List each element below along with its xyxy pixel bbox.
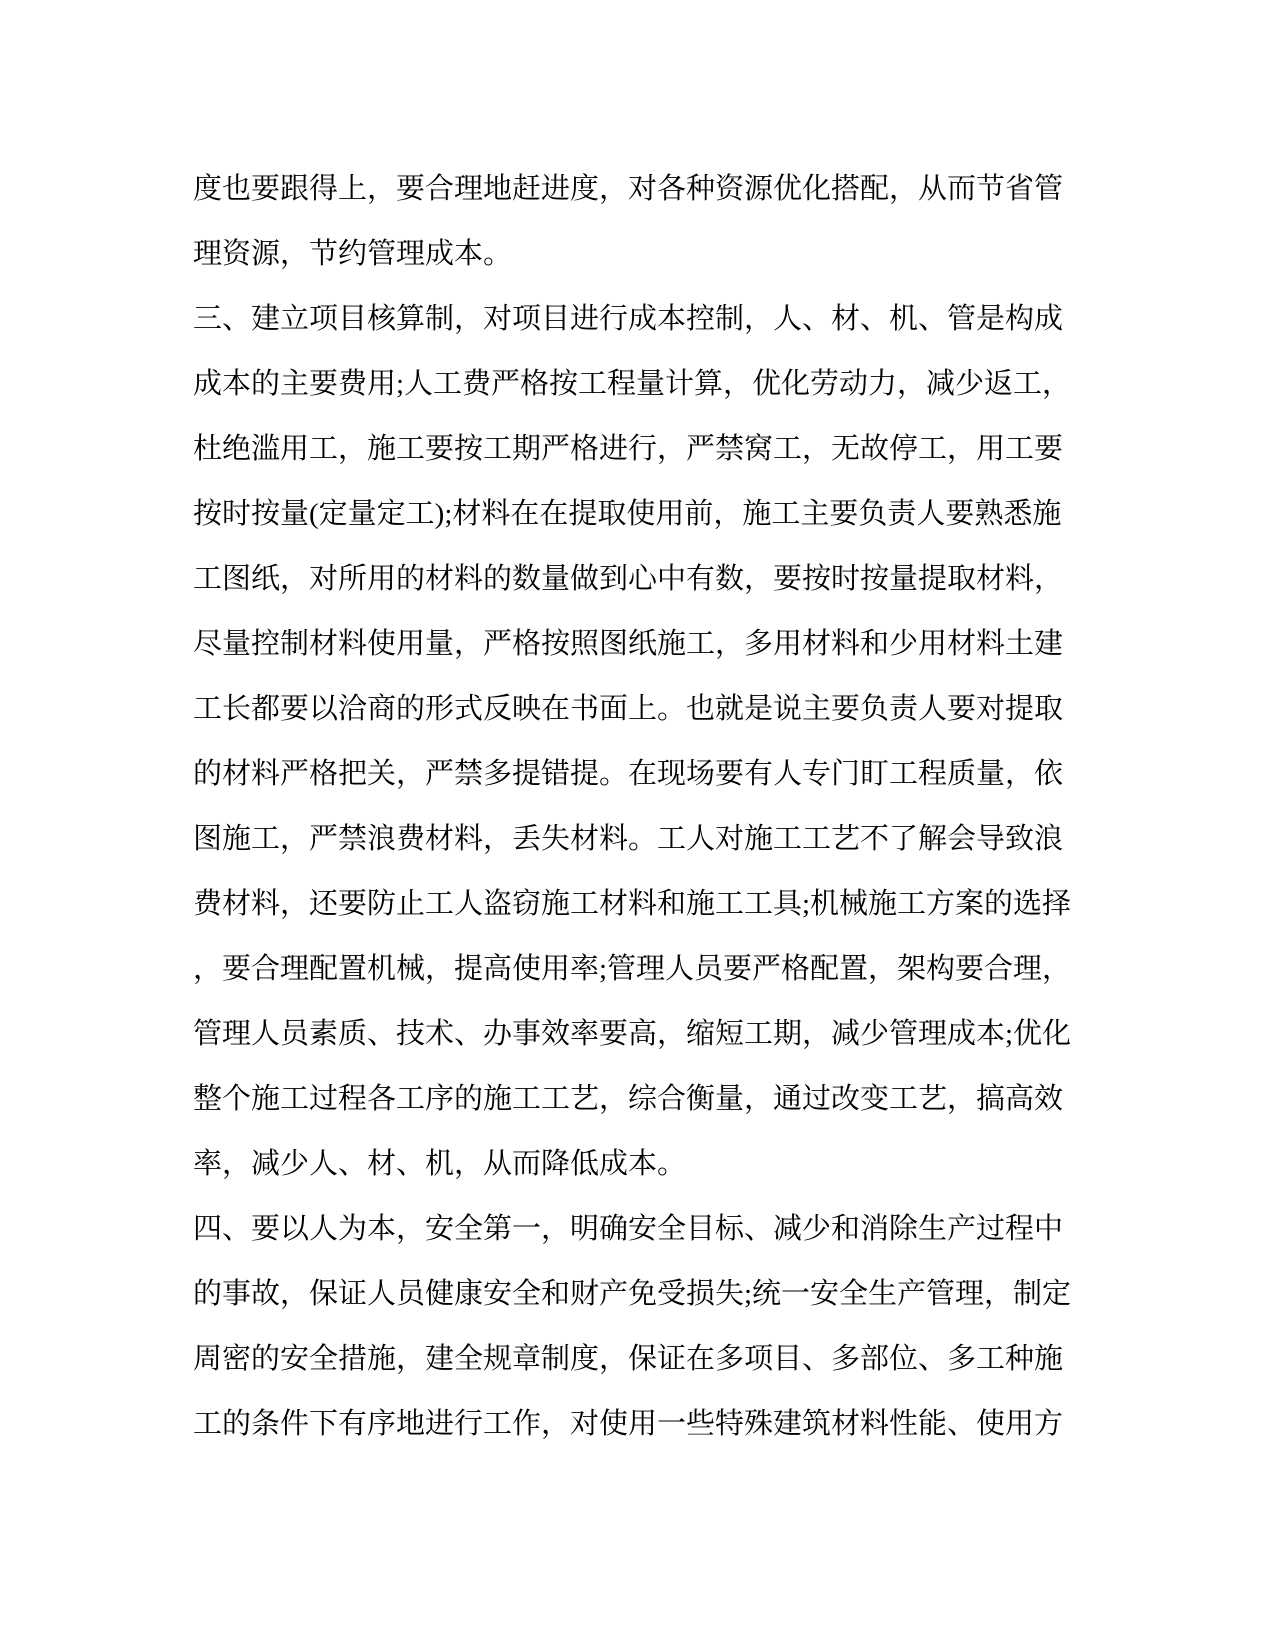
- text-line: 工长都要以洽商的形式反映在书面上。也就是说主要负责人要对提取: [193, 693, 1064, 725]
- text-line: 理资源，节约管理成本。: [193, 238, 513, 270]
- text-line: 周密的安全措施，建全规章制度，保证在多项目、多部位、多工种施: [193, 1343, 1064, 1375]
- text-line: 三、建立项目核算制，对项目进行成本控制，人、材、机、管是构成: [193, 303, 1064, 335]
- text-line: 费材料，还要防止工人盗窃施工材料和施工工具;机械施工方案的选择: [193, 888, 1072, 920]
- document-text-block: [193, 157, 1143, 1457]
- text-line: ，要合理配置机械，提高使用率;管理人员要严格配置，架构要合理，: [193, 953, 1072, 985]
- text-line: 的事故，保证人员健康安全和财产免受损失;统一安全生产管理，制定: [193, 1278, 1072, 1310]
- text-line: 率，减少人、材、机，从而降低成本。: [193, 1148, 687, 1180]
- text-line: 按时按量(定量定工);材料在在提取使用前，施工主要负责人要熟悉施: [193, 498, 1062, 530]
- text-line: 度也要跟得上，要合理地赶进度，对各种资源优化搭配，从而节省管: [193, 173, 1064, 205]
- text-line: 杜绝滥用工，施工要按工期严格进行，严禁窝工，无故停工，用工要: [193, 433, 1064, 465]
- text-line: 工图纸，对所用的材料的数量做到心中有数，要按时按量提取材料，: [193, 563, 1064, 595]
- text-line: 的材料严格把关，严禁多提错提。在现场要有人专门盯工程质量，依: [193, 758, 1064, 790]
- text-line: 管理人员素质、技术、办事效率要高，缩短工期，减少管理成本;优化: [193, 1018, 1072, 1050]
- text-line: 四、要以人为本，安全第一，明确安全目标、减少和消除生产过程中: [193, 1213, 1064, 1245]
- text-line: 成本的主要费用;人工费严格按工程量计算，优化劳动力，减少返工，: [193, 368, 1072, 400]
- text-line: 整个施工过程各工序的施工工艺，综合衡量，通过改变工艺，搞高效: [193, 1083, 1064, 1115]
- text-line: 图施工，严禁浪费材料，丢失材料。工人对施工工艺不了解会导致浪: [193, 823, 1064, 855]
- text-line: 工的条件下有序地进行工作，对使用一些特殊建筑材料性能、使用方: [193, 1408, 1064, 1440]
- text-line: 尽量控制材料使用量，严格按照图纸施工，多用材料和少用材料土建: [193, 628, 1064, 660]
